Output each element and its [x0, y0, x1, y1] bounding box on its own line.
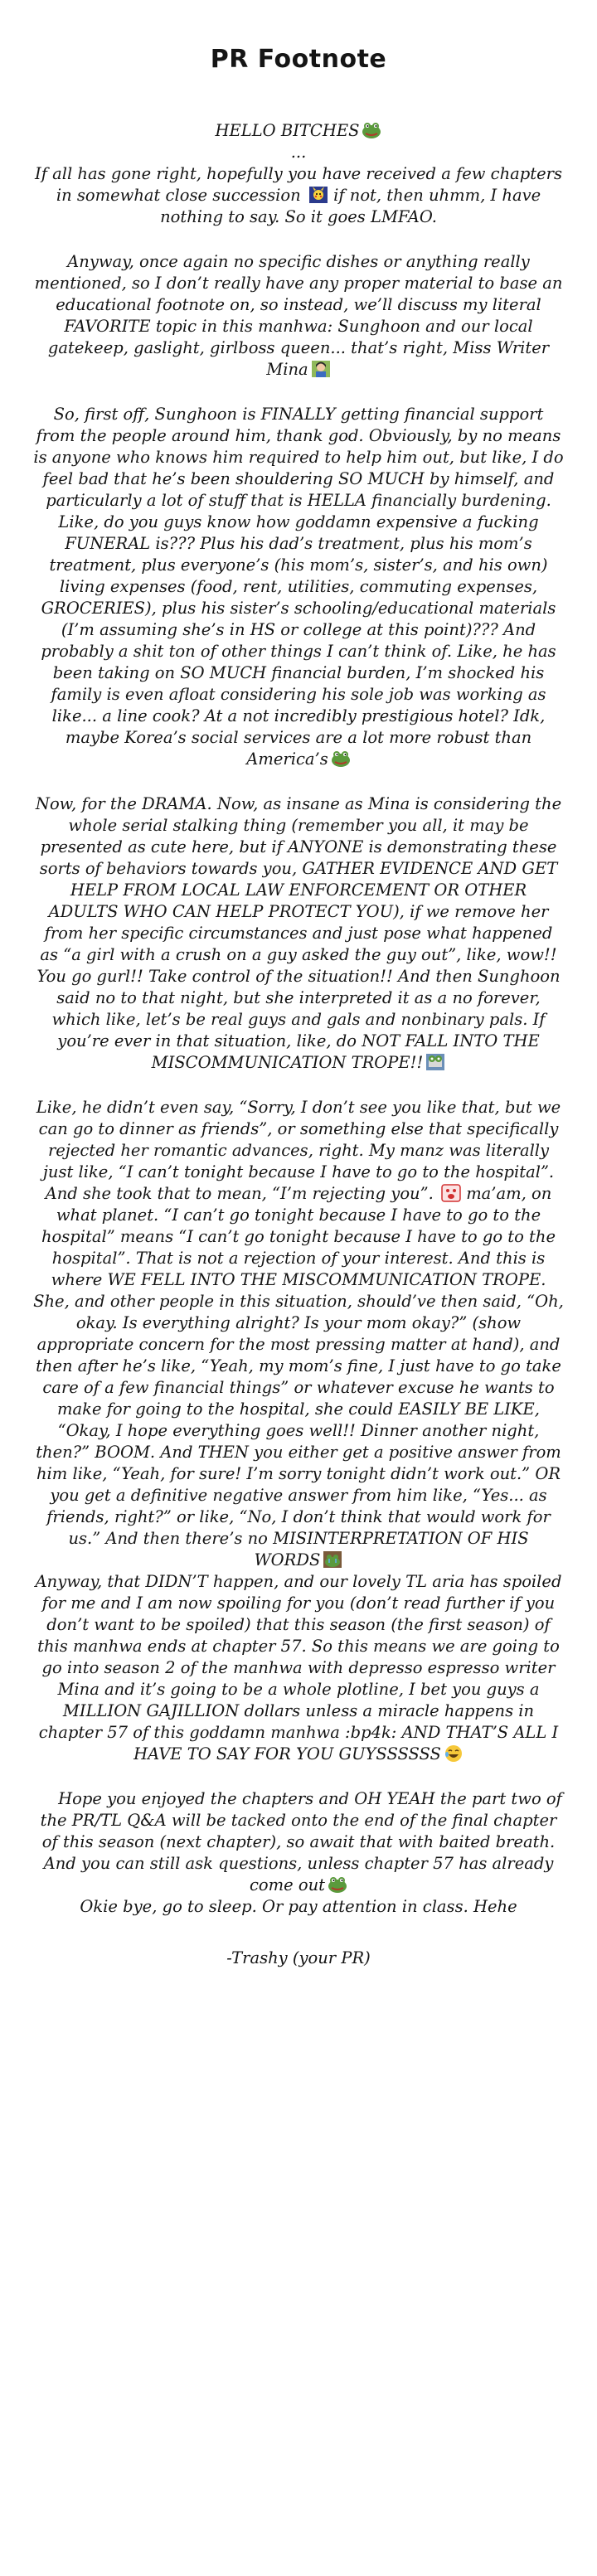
ellipsis: ...	[290, 143, 307, 162]
frog-crying-emoji-icon	[323, 1550, 342, 1569]
paragraph-4-text: Now, for the DRAMA. Now, as insane as Mina is considering the whole serial stalking thing (remember you all, it may be presented as cute here, but if ANYONE is demonstrating these sorts of behaviors towards you, GATHER EVIDENCE AND GET HELP FROM LOCAL LAW ENFORCEMENT OR OTHER ADULTS WHO CAN HELP PROTECT YOU), if we remove her from her specific circumstances and just pose what happened as “a girl with a crush on a guy asked the guy out”, like, wow!! You go gurl!! Take control of the situation!! And then Sunghoon said no to that night, but she interpreted it as a no forever, which like, let’s be real guys and gals and nonbinary pals. If you’re ever in that situation, like, do NOT FALL INTO THE MISCOMMUNICATION TROPE!!	[35, 794, 562, 1072]
paragraph-7	[33, 1788, 564, 1896]
frog-emoji-icon	[331, 750, 351, 768]
paragraph-1-text-a: If all has gone right, hopefully you have received a few chapters in somewhat close succession	[35, 164, 562, 205]
frog-emoji-icon	[328, 1875, 347, 1894]
paragraph-5-text-b: ma’am, on what planet. “I can’t go tonight because I have to go to the hospital” means “I can’t go tonight because I have to go to the hospital”. That is not a rejection of your interest. And this is where WE FELL INTO THE MISCOMMUNICATION TROPE. She, and other people in this situation, should’ve then said, “Oh, okay. Is everything alright? Is your mom okay?” (show appropriate concern for the most pressing matter at hand), and then after he’s like, “Yeah, my mom’s fine, I just have to go take care of a few financial things” or whatever excuse he wants to make for going to the hospital, she could EASILY BE LIKE, “Okay, I hope everything goes well!! Dinner another night, then?” BOOM. And THEN you either get a positive answer from him like, “Yeah, for sure! I’m sorry tonight didn’t work out.” OR you get a definitive negative answer from him like, “Yes... as friends, right?” or like, “No, I don’t think that would work for us.” And then there’s no MISINTERPRETATION OF HIS WORDS	[33, 1184, 564, 1569]
paragraph-2-text: Anyway, once again no specific dishes or anything really mentioned, so I don’t really have any proper material to base an educational footnote on, so instead, we’ll discuss my literal FAVORITE topic in this manhwa: Sunghoon and our local gatekeep, gaslight, girlboss queen... that’s right, Miss Writer Mina	[34, 252, 563, 379]
paragraph-3	[33, 404, 564, 770]
screaming-face-emoji-icon	[441, 1184, 461, 1202]
pikachu-dance-emoji-icon	[308, 186, 328, 204]
paragraph-2	[33, 251, 564, 381]
greeting-text: HELLO BITCHES	[215, 121, 360, 140]
paragraph-5	[33, 1097, 564, 1571]
paragraph-6	[33, 1571, 564, 1765]
paragraph-5-text-a: Like, he didn’t even say, “Sorry, I don’t see you like that, but we can go to dinner as friends”, or something else that specifically rejected her romantic advances, right. My manz was literally just like, “I can’t tonight because I have to go to the hospital”. And she took that to mean, “I’m rejecting you”.	[36, 1098, 561, 1203]
mina-emote-icon	[311, 360, 331, 378]
laptop-frog-emoji-icon	[425, 1053, 445, 1071]
paragraph-1	[33, 163, 564, 228]
paragraph-7-text-a: Hope you enjoyed the chapters and OH YEAH the part two of the PR/TL Q&A will be tacked onto the end of the final chapter of this season (next chapter), so await that with baited breath. And you can still ask questions, unless chapter 57 has already come out	[40, 1789, 562, 1894]
greeting	[33, 120, 564, 142]
paragraph-6-text: Anyway, that DIDN’T happen, and our lovely TL aria has spoiled for me and I am now spoiling for you (don’t read further if you don’t want to be spoiled) that this season (the first season) of this manhwa ends at chapter 57. So this means we are going to go into season 2 of the manhwa with depresso espresso writer Mina and it’s going to be a whole plotline, I bet you guys a MILLION GAJILLION dollars unless a miracle happens in chapter 57 of this goddamn manhwa :bp4k: AND THAT’S ALL I HAVE TO SAY FOR YOU GUYSSSSSS	[35, 1572, 562, 1763]
paragraph-1-text-b: if not, then uhmm, I have nothing to say. So it goes LMFAO.	[160, 186, 541, 226]
signature: -Trashy (your PR)	[226, 1948, 371, 1967]
paragraph-4	[33, 793, 564, 1074]
paragraph-3-text: So, first off, Sunghoon is FINALLY getting financial support from the people around him, thank god. Obviously, by no means is anyone who knows him required to help him out, but like, I do feel bad that he’s been shouldering SO MUCH by himself, and particularly a lot of stuff that is HELLA financially burdening. Like, do you guys know how goddamn expensive a fucking FUNERAL is??? Plus his dad’s treatment, plus his mom’s treatment, plus everyone’s (his mom’s, sister’s, and his own) living expenses (food, rent, utilities, commuting expenses, GROCERIES), plus his sister’s schooling/educational materials (I’m assuming she’s in HS or college at this point)??? And probably a shit ton of other things I can’t think of. Like, he has been taking on SO MUCH financial burden, I’m shocked his family is even afloat considering his sole job was working as like... a line cook? At a not incredibly prestigious hotel? Idk, maybe Korea’s social services are a lot more robust than America’s	[33, 405, 564, 769]
page-title: PR Footnote	[210, 45, 387, 74]
paragraph-8: Okie bye, go to sleep. Or pay attention in class. Hehe	[80, 1897, 517, 1916]
laughing-emoji-icon	[444, 1744, 464, 1763]
frog-emoji-icon	[362, 121, 381, 139]
